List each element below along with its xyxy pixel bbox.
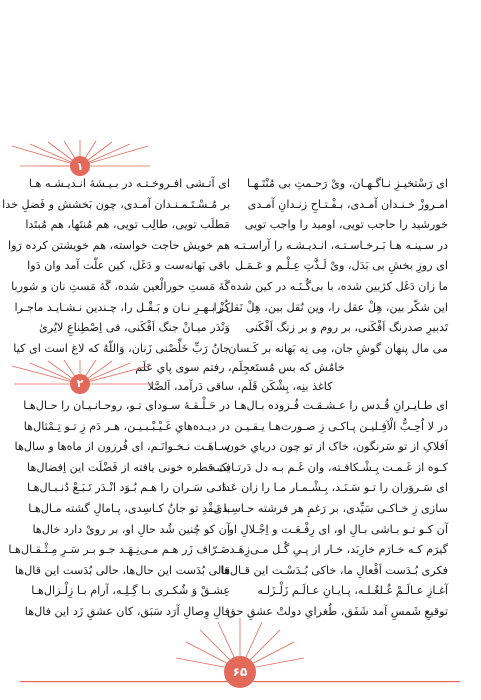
verse-line: دانـی سَـران را هـم بُـوَد انْـدَر تَـبَـعْ دُنـبـال‌هـا xyxy=(26,481,230,495)
verse-line: کاغذ بنِه، بِشْکَن قَلَم، ساقی دَرآمد، اَلصَّلا xyxy=(147,380,333,393)
verse-line: امـروزْ خـنـدان آمـدی، بـفْـتـاحِ زنـدانِ آمـدی xyxy=(247,197,448,211)
verse-line: یک قطره خونی یافته از فَضْلَت این اِفضال‌ها xyxy=(27,460,230,474)
verse-line: ای سَـروَران را تـو سَـنَـد، بِـشْـمـار مـا را زان عَـدَد xyxy=(216,481,448,495)
verse-line: فالِ وِصالِ آرَد سَبَق، کان عشقِ زَد این فال‌ها xyxy=(24,604,230,618)
section2-left-column xyxy=(8,396,230,623)
verse-line: خامُش که بس مُستَعجِلَم، رفتم سوی پایِ عَلَم xyxy=(135,361,345,374)
verse-line: این شکّر بین، هِلْ عقل را، وین نُقل بین، هِلْ نَقل را xyxy=(213,300,448,314)
verse-line: جانُ رَبِّ خَلِّصْنی زَنان، وَاللّهُ که لاغ است ای کیا xyxy=(13,341,230,355)
section2-right-column xyxy=(209,396,448,623)
verse-line: آن کـو تـو بـاشی بـالِ او، ای رِفْـعَـت و اِجْـلالِ او xyxy=(228,522,448,536)
section1-left-column xyxy=(2,174,230,359)
verse-line: قالی بُدَست این حال‌ها، حالی بُدَست این قال‌ها xyxy=(14,563,230,577)
verse-line: در حَـلْـقـهٔ سـودای تـو، روحـانـیـان را حـال‌هـا xyxy=(23,399,230,412)
verse-line: صَـرّاف زَر هـم مـی‌نِـهَـد جـو بـر سَـرِ مِـثْـقـال‌هـا xyxy=(8,543,230,557)
verse-line: کـوه از غَـمـت بِـشْـکافـته، وان غَـم بـه دل دَرتـافـتـه xyxy=(209,460,448,474)
verse-line: فکری بُـدَست اَفْعالِ ما، خاکی بُـدَسْـت این قـال‌ها xyxy=(220,563,448,577)
verse-line: سـاهَـت نـخـوانَـم، ای فُرزون از ماه‌ها و سال‌ها xyxy=(14,440,230,454)
verse-line: گَهٔ مَستِ حورالْعین شده، گَهٔ مَستِ نان و شوربا xyxy=(11,279,230,293)
section1-right-column xyxy=(213,174,448,359)
verse-line: اَفلاکِ از تو سَرنگون، خاک از تو چون دریایِ خون xyxy=(225,440,448,454)
verse-line: توقیعِ شَمسِ آمد شَفَق، طُغرایِ دولتْ عشقِ حق xyxy=(227,604,448,618)
verse-line: بر مُـسْـتَـمـنـدان آمـدی، چون بَخشش و فَضلِ خدا xyxy=(2,197,230,211)
verse-line: کُزْ بـهـرِ نـان و بَـقْـل را، چـندین نـشـایـد ماجـرا xyxy=(14,300,230,314)
verse-line: مَطلَب تویی، طالِب تویی، هم مُنتَها، هم مُبتَدا xyxy=(25,218,230,232)
verse-line: در سـینـه هـا بَـرخـاسـتـه، انـدیـشـه را آراسـتـه xyxy=(233,238,448,252)
verse-line: خورشید را حاجب تویی، اومید را واجب تویی xyxy=(244,218,448,232)
verse-line: آغـازِ عـالَـمْ غُـلغُـلـه، پـایـانِ عـالَـم زَلْـزَلـه xyxy=(257,584,448,598)
verse-line: تَدبیرِ صدرنگ اَفْکَنی، بر روم و بر زنگ اَفْکَنی xyxy=(245,321,448,335)
verse-line: آن کو چُنین شُد حالِ او، بر رویْ دارد خال‌ها xyxy=(32,522,230,536)
verse-line: ای روزِ بخشِ بی بَدَل، ویْ لَـذَّتِ عِـلْـم و عَـمَـل xyxy=(234,259,448,273)
verse-line: هم خویش حاجت خواسته، هم خویشتن کرده رَوا xyxy=(8,238,230,252)
verse-line: می مال پنهان گوشِ جان، مِی نِه بَهانه بر کَـسان xyxy=(228,341,448,355)
verse-line: ما زان دَغَل کژبین شده، با بی‌گُـنَـه در کین شده xyxy=(230,279,448,293)
verse-line: ای رَسْتخیـزِ نـاگـهـان، ویْ رَحـمتِ بی مُنْتَـهـا xyxy=(247,177,448,190)
verse-line: عِشـقْ وَ شُکـری بـا گِـلِـه، آرام بـا زِلْـزال‌هـا xyxy=(31,584,230,598)
verse-line: وَنْدَر میـانْ جنگ اَفْکَنی، فی اِصْطِناعِ لایُریٰ xyxy=(39,321,230,335)
section-marker-2: ۲ xyxy=(76,377,84,390)
verse-line: گیرَم کـه خـارَم خارِبَد، خـار از پـیِ گُـل مـی‌زِهَـد xyxy=(229,543,448,557)
verse-line: سازی زِ خـاکـی سَیِّدی، بر رَغمِ هر فرشته حـاسِـدی xyxy=(213,501,448,515)
sun-ornament-footer xyxy=(0,618,481,698)
verse-line: ای طـایـرانِ قُـدس را عـشـقـت فُـزوده بـال‌هـا xyxy=(233,399,448,412)
verse-line: در لا اُحِـبُّ الْآفِـلیـن پـاکـی زِ صـورت‌هـا یـقـیـن xyxy=(234,419,448,433)
section-marker-1: ۱ xyxy=(76,160,84,173)
page-number: ۶۵ xyxy=(232,665,248,679)
verse-line: باقی بَهانه‌ست و دَغَل، کین علّت آمد وان دَوا xyxy=(27,259,230,273)
verse-line: در دیـده‌هایِ غَـیْـبْـبـیـن، هـر دَم زِ تـو تِـمْثال‌ها xyxy=(23,419,230,433)
verse-line: ای آتـشی افـروخـتـه در بـیـشهٔ انـدیـشـه‌ هـا xyxy=(28,177,230,190)
verse-line: با نَـقْدِ تو جانُ کـاسِدی، پـامالِ گشته مـال‌هـا xyxy=(28,501,230,515)
